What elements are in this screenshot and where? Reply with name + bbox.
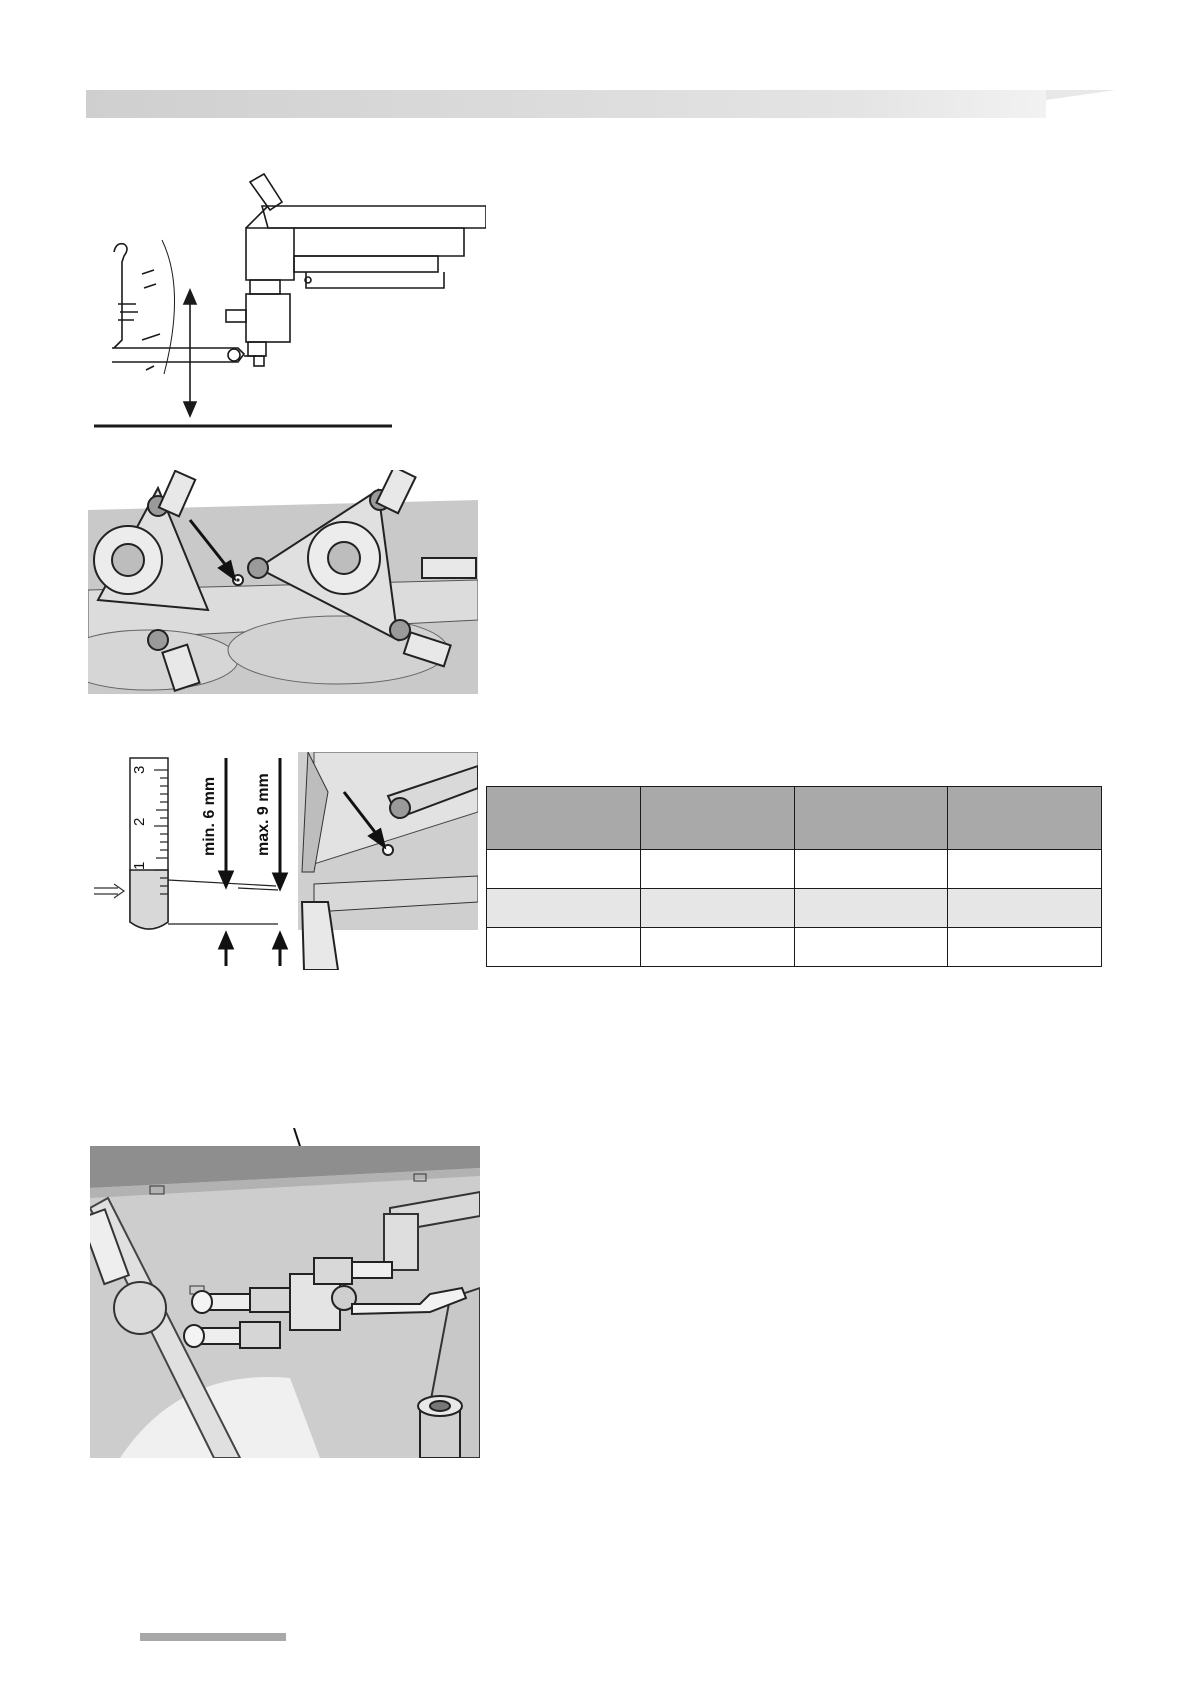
ruler-tick-2: 2	[131, 817, 148, 826]
header-band	[86, 90, 1116, 118]
cutter-discs-figure	[88, 470, 478, 694]
table-row	[487, 889, 1102, 928]
table-cell	[948, 850, 1102, 889]
spec-table	[486, 786, 1102, 967]
table-cell	[794, 889, 948, 928]
footer-bar	[140, 1633, 286, 1641]
table-cell	[640, 850, 794, 889]
ruler-tick-1: 1	[131, 861, 148, 870]
table-header-row	[487, 787, 1102, 850]
ruler-tick-3: 3	[131, 765, 148, 774]
table-row	[487, 850, 1102, 889]
table-header-cell	[640, 787, 794, 850]
max-measure-label: max. 9 mm	[255, 773, 272, 856]
table-cell	[794, 928, 948, 967]
table-cell	[640, 928, 794, 967]
table-header-cell	[794, 787, 948, 850]
table-cell	[487, 850, 641, 889]
hydraulic-valve-figure	[90, 1128, 480, 1458]
table-cell	[487, 928, 641, 967]
table-header-cell	[487, 787, 641, 850]
table-row	[487, 928, 1102, 967]
table-cell	[948, 928, 1102, 967]
table-cell	[948, 889, 1102, 928]
table-cell	[487, 889, 641, 928]
table-cell	[794, 850, 948, 889]
mower-side-view-figure	[94, 170, 486, 432]
grease-level-figure	[88, 752, 478, 970]
table-cell	[640, 889, 794, 928]
min-measure-label: min. 6 mm	[201, 776, 218, 856]
table-header-cell	[948, 787, 1102, 850]
